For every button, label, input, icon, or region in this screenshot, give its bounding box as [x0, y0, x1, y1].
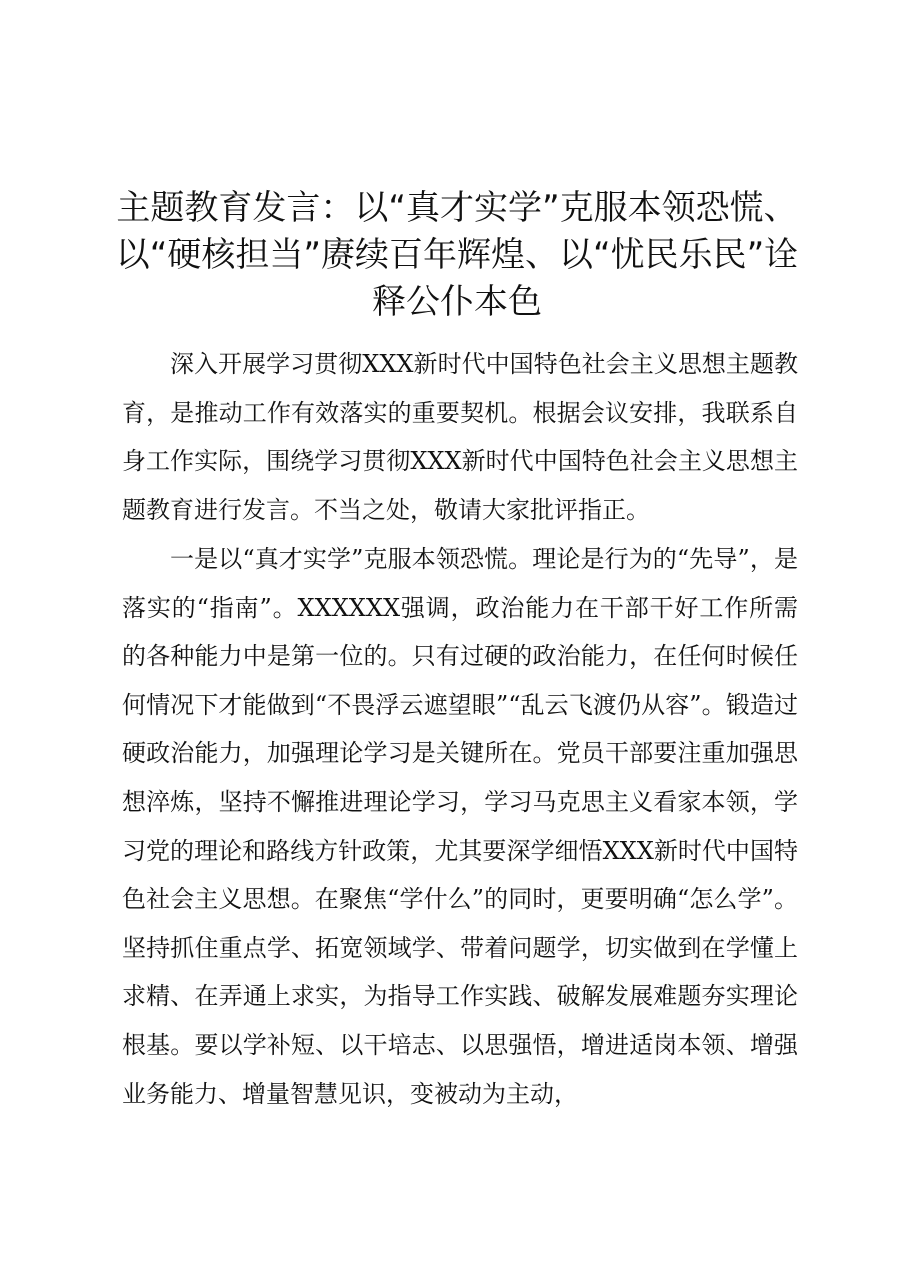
document-title: 主题教育发言：以“真才实学”克服本领恐慌、以“硬核担当”赓续百年辉煌、以“忧民乐民”诠释公仆本色	[115, 187, 799, 322]
paragraph-section-one: 一是以“真才实学”克服本领恐慌。理论是行为的“先导”，是落实的“指南”。XXXXXX强调，政治能力在干部干好工作所需的各种能力中是第一位的。只有过硬的政治能力，在任何时候任何情况下才能做到“不畏浮云遮望眼”“乱云飞渡仍从容”。锻造过硬政治能力，加强理论学习是关键所在。党员干部要注重加强思想淬炼，坚持不懈推进理论学习，学习马克思主义看家本领，学习党的理论和路线方针政策，尤其要深学细悟XXX新时代中国特色社会主义思想。在聚焦“学什么”的同时，更要明确“怎么学”。坚持抓住重点学、拓宽领域学、带着问题学，切实做到在学懂上求精、在弄通上求实，为指导工作实践、破解发展难题夯实理论根基。要以学补短、以干培志、以思强悟，增进适岗本领、增强业务能力、增量智慧见识，变被动为主动，	[122, 545, 798, 1108]
paragraph-intro: 深入开展学习贯彻XXX新时代中国特色社会主义思想主题教育，是推动工作有效落实的重要契机。根据会议安排，我联系自身工作实际，围绕学习贯彻XXX新时代中国特色社会主义思想主题教育进行发言。不当之处，敬请大家批评指正。	[122, 350, 798, 524]
